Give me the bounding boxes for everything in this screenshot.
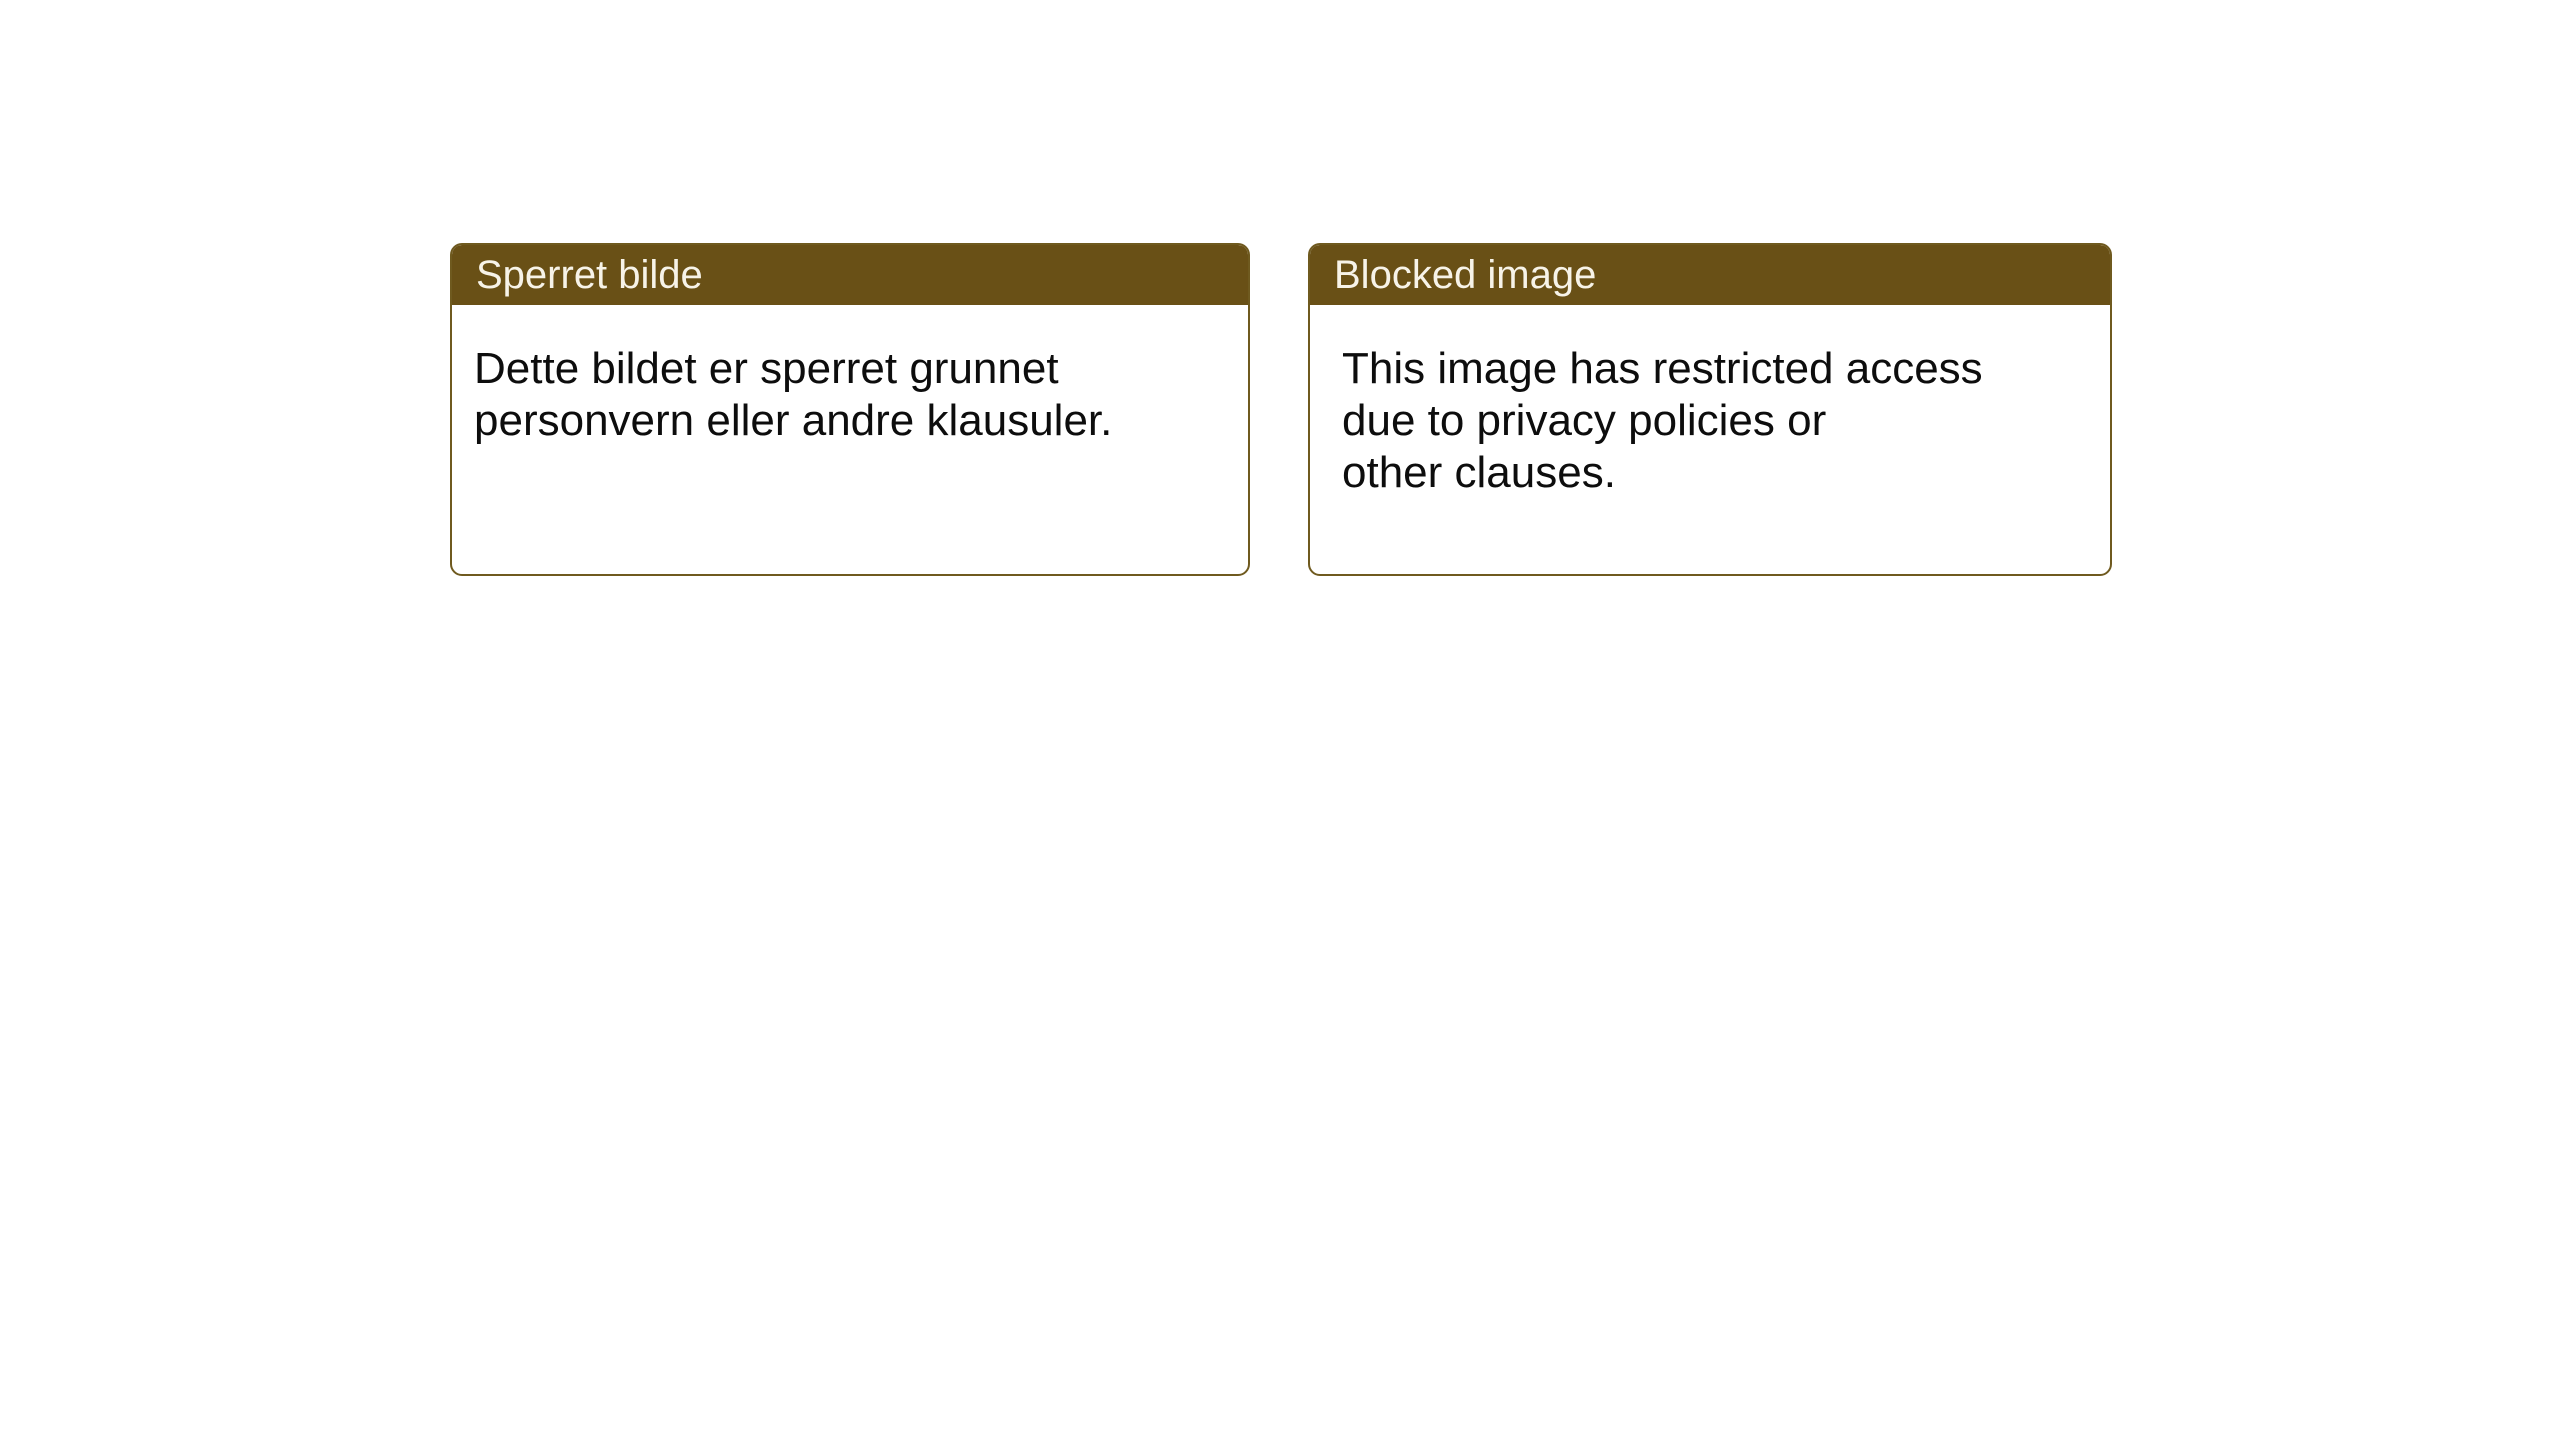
card-body-norwegian <box>452 305 1248 447</box>
card-body-english <box>1310 305 2110 499</box>
card-header-norwegian <box>452 245 1248 305</box>
body-text-line: other clauses. <box>1342 448 1616 497</box>
card-title-norwegian: Sperret bilde <box>476 253 703 297</box>
card-header-english <box>1310 245 2110 305</box>
body-text-line: Dette bildet er sperret grunnet <box>474 344 1059 393</box>
body-text-line: due to privacy policies or <box>1342 396 1827 445</box>
blocked-image-card-norwegian <box>450 243 1250 576</box>
card-title-english: Blocked image <box>1334 253 1597 297</box>
body-text-line: This image has restricted access <box>1342 344 1983 393</box>
body-text-line: personvern eller andre klausuler. <box>474 396 1113 445</box>
blocked-image-card-english <box>1308 243 2112 576</box>
